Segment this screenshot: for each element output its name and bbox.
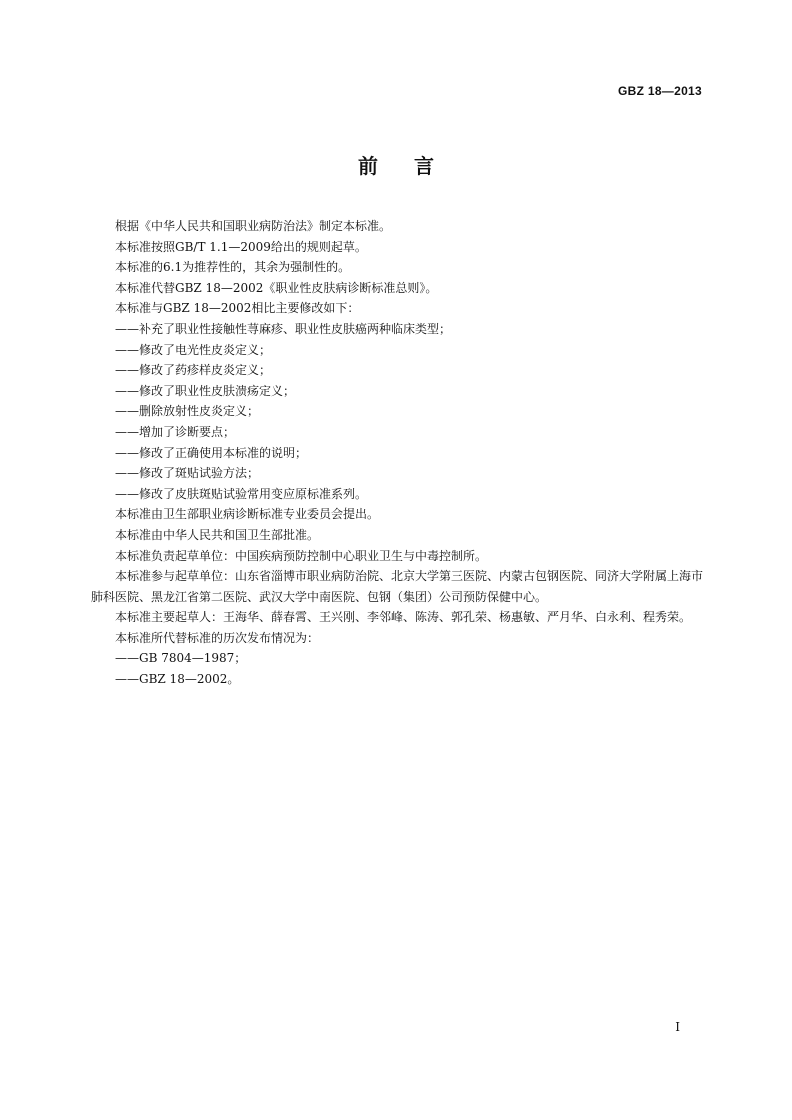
- foreword-body: [91, 216, 703, 690]
- list-item: ——增加了诊断要点；: [115, 424, 236, 439]
- list-item: ——补充了职业性接触性荨麻疹、职业性皮肤癌两种临床类型；: [115, 321, 452, 336]
- list-item: ——修改了药疹样皮炎定义；: [115, 363, 272, 378]
- paragraph: 本标准与GBZ 18—2002相比主要修改如下：: [115, 301, 360, 316]
- list-item: ——GBZ 18—2002。: [115, 672, 240, 687]
- list-item: ——修改了皮肤斑贴试验常用变应原标准系列。: [115, 486, 368, 501]
- paragraph: 本标准的6.1为推荐性的，其余为强制性的。: [115, 260, 351, 275]
- paragraph: 根据《中华人民共和国职业病防治法》制定本标准。: [115, 219, 392, 233]
- paragraph: 本标准负责起草单位：中国疾病预防控制中心职业卫生与中毒控制所。: [115, 548, 488, 563]
- list-item: ——删除放射性皮炎定义；: [115, 404, 260, 419]
- paragraph: 本标准由卫生部职业病诊断标准专业委员会提出。: [115, 507, 380, 522]
- list-item: ——GB 7804—1987；: [115, 651, 247, 666]
- page-title: 前言: [358, 154, 470, 178]
- paragraph: 本标准代替GBZ 18—2002《职业性皮肤病诊断标准总则》。: [115, 280, 438, 295]
- list-item: ——修改了正确使用本标准的说明；: [115, 445, 308, 460]
- list-item: ——修改了斑贴试验方法；: [115, 466, 260, 481]
- list-item: ——修改了电光性皮炎定义；: [115, 342, 272, 357]
- list-item: ——修改了职业性皮肤溃疡定义；: [115, 383, 296, 398]
- paragraph: 本标准按照GB/T 1.1—2009给出的规则起草。: [115, 239, 367, 254]
- paragraph: 本标准参与起草单位：山东省淄博市职业病防治院、北京大学第三医院、内蒙古包钢医院、同济大学附属上海市肺科医院、黑龙江省第二医院、武汉大学中南医院、包钢（集团）公司预防保健中心。: [91, 569, 704, 604]
- page-number: I: [675, 1020, 680, 1034]
- paragraph: 本标准所代替标准的历次发布情况为：: [115, 630, 320, 645]
- paragraph: 本标准主要起草人：王海华、薛春霄、王兴刚、李邻峰、陈涛、郭孔荣、杨惠敏、严月华、白永利、程秀荣。: [115, 610, 692, 625]
- standard-code: GBZ 18—2013: [617, 84, 702, 98]
- paragraph: 本标准由中华人民共和国卫生部批准。: [115, 527, 320, 542]
